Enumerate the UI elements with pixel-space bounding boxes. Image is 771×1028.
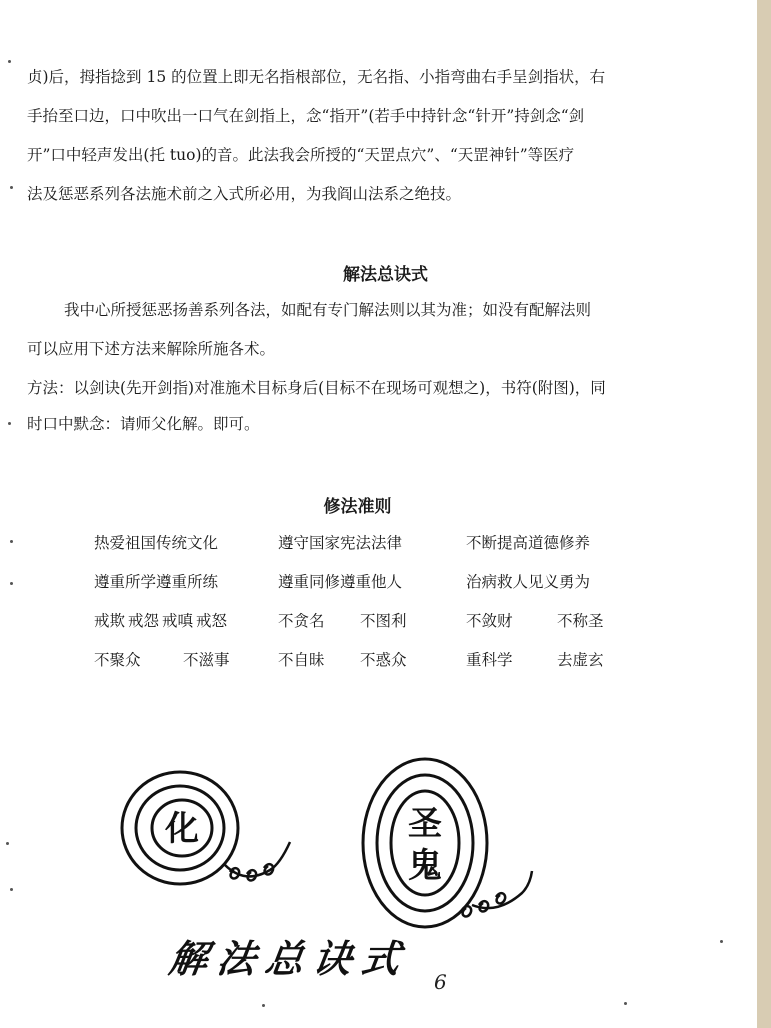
rule-item: 不称圣 (557, 612, 604, 630)
rule-item: 戒欺 (94, 612, 126, 630)
intro-line-4: 法及惩恶系列各法施术前之入式所必用，为我阎山法系之绝技。 (27, 185, 462, 203)
rule-item: 去虚玄 (557, 651, 604, 669)
rule-item: 遵重所学遵重所练 (94, 573, 219, 591)
rule-item: 遵重同修遵重他人 (278, 573, 403, 591)
seal-right-glyph-bottom: 鬼 (408, 846, 442, 886)
rule-item: 不贪名 (278, 612, 325, 630)
scan-speck (262, 1004, 265, 1007)
handwritten-caption: 解法总诀式 (166, 936, 413, 981)
section-title-xiufa: 修法准则 (323, 497, 392, 517)
rule-item: 不断提高道德修养 (466, 534, 591, 552)
rule-item: 不聚众 (94, 651, 141, 669)
intro-line-2: 手抬至口边，口中吹出一口气在剑指上，念“指开”(若手中持针念“针开”持剑念“剑 (27, 107, 585, 125)
rule-item: 戒怒 (196, 612, 228, 630)
section1-line-2: 可以应用下述方法来解除所施各术。 (27, 340, 276, 358)
rule-item: 不惑众 (360, 651, 407, 669)
rule-item: 热爱祖国传统文化 (94, 534, 219, 552)
scan-speck (624, 1002, 627, 1005)
talisman-seal-right (350, 755, 540, 945)
rule-item: 不图利 (360, 612, 407, 630)
rule-item: 治病救人见义勇为 (466, 573, 591, 591)
page-number: 6 (434, 970, 447, 994)
intro-line-3: 开”口中轻声发出(托 tuo)的音。此法我会所授的“天罡点穴”、“天罡神针”等医疗 (27, 146, 575, 164)
rule-item: 遵守国家宪法法律 (278, 534, 403, 552)
rule-item: 不敛财 (466, 612, 513, 630)
seal-left-glyph: 化 (165, 809, 199, 849)
section1-line-1: 我中心所授惩恶扬善系列各法，如配有专门解法则以其为准；如没有配解法则 (64, 301, 592, 319)
scan-speck (10, 582, 13, 585)
scan-speck (10, 888, 13, 891)
rule-item: 不自昧 (278, 651, 325, 669)
rule-item: 戒怨 (128, 612, 160, 630)
scan-speck (6, 842, 9, 845)
rule-item: 不滋事 (183, 651, 230, 669)
talisman-seal-left (110, 760, 310, 910)
scan-speck (720, 940, 723, 943)
rule-item: 戒嗔 (162, 612, 194, 630)
rule-item: 重科学 (466, 651, 513, 669)
seal-right-glyph-top: 圣 (408, 804, 442, 844)
intro-line-1: 贞)后，拇指捻到 15 的位置上即无名指根部位，无名指、小指弯曲右手呈剑指状，右 (27, 68, 606, 86)
section1-line-3: 方法：以剑诀(先开剑指)对准施术目标身后(目标不在现场可观想之)，书符(附图)，同 (27, 379, 606, 397)
scan-speck (8, 60, 11, 63)
page-edge-shadow (757, 0, 771, 1028)
section-title-jiefa: 解法总诀式 (343, 265, 428, 285)
scan-speck (10, 540, 13, 543)
section1-line-4: 时口中默念：请师父化解。即可。 (27, 415, 260, 433)
scan-speck (8, 422, 11, 425)
scan-speck (10, 186, 13, 189)
